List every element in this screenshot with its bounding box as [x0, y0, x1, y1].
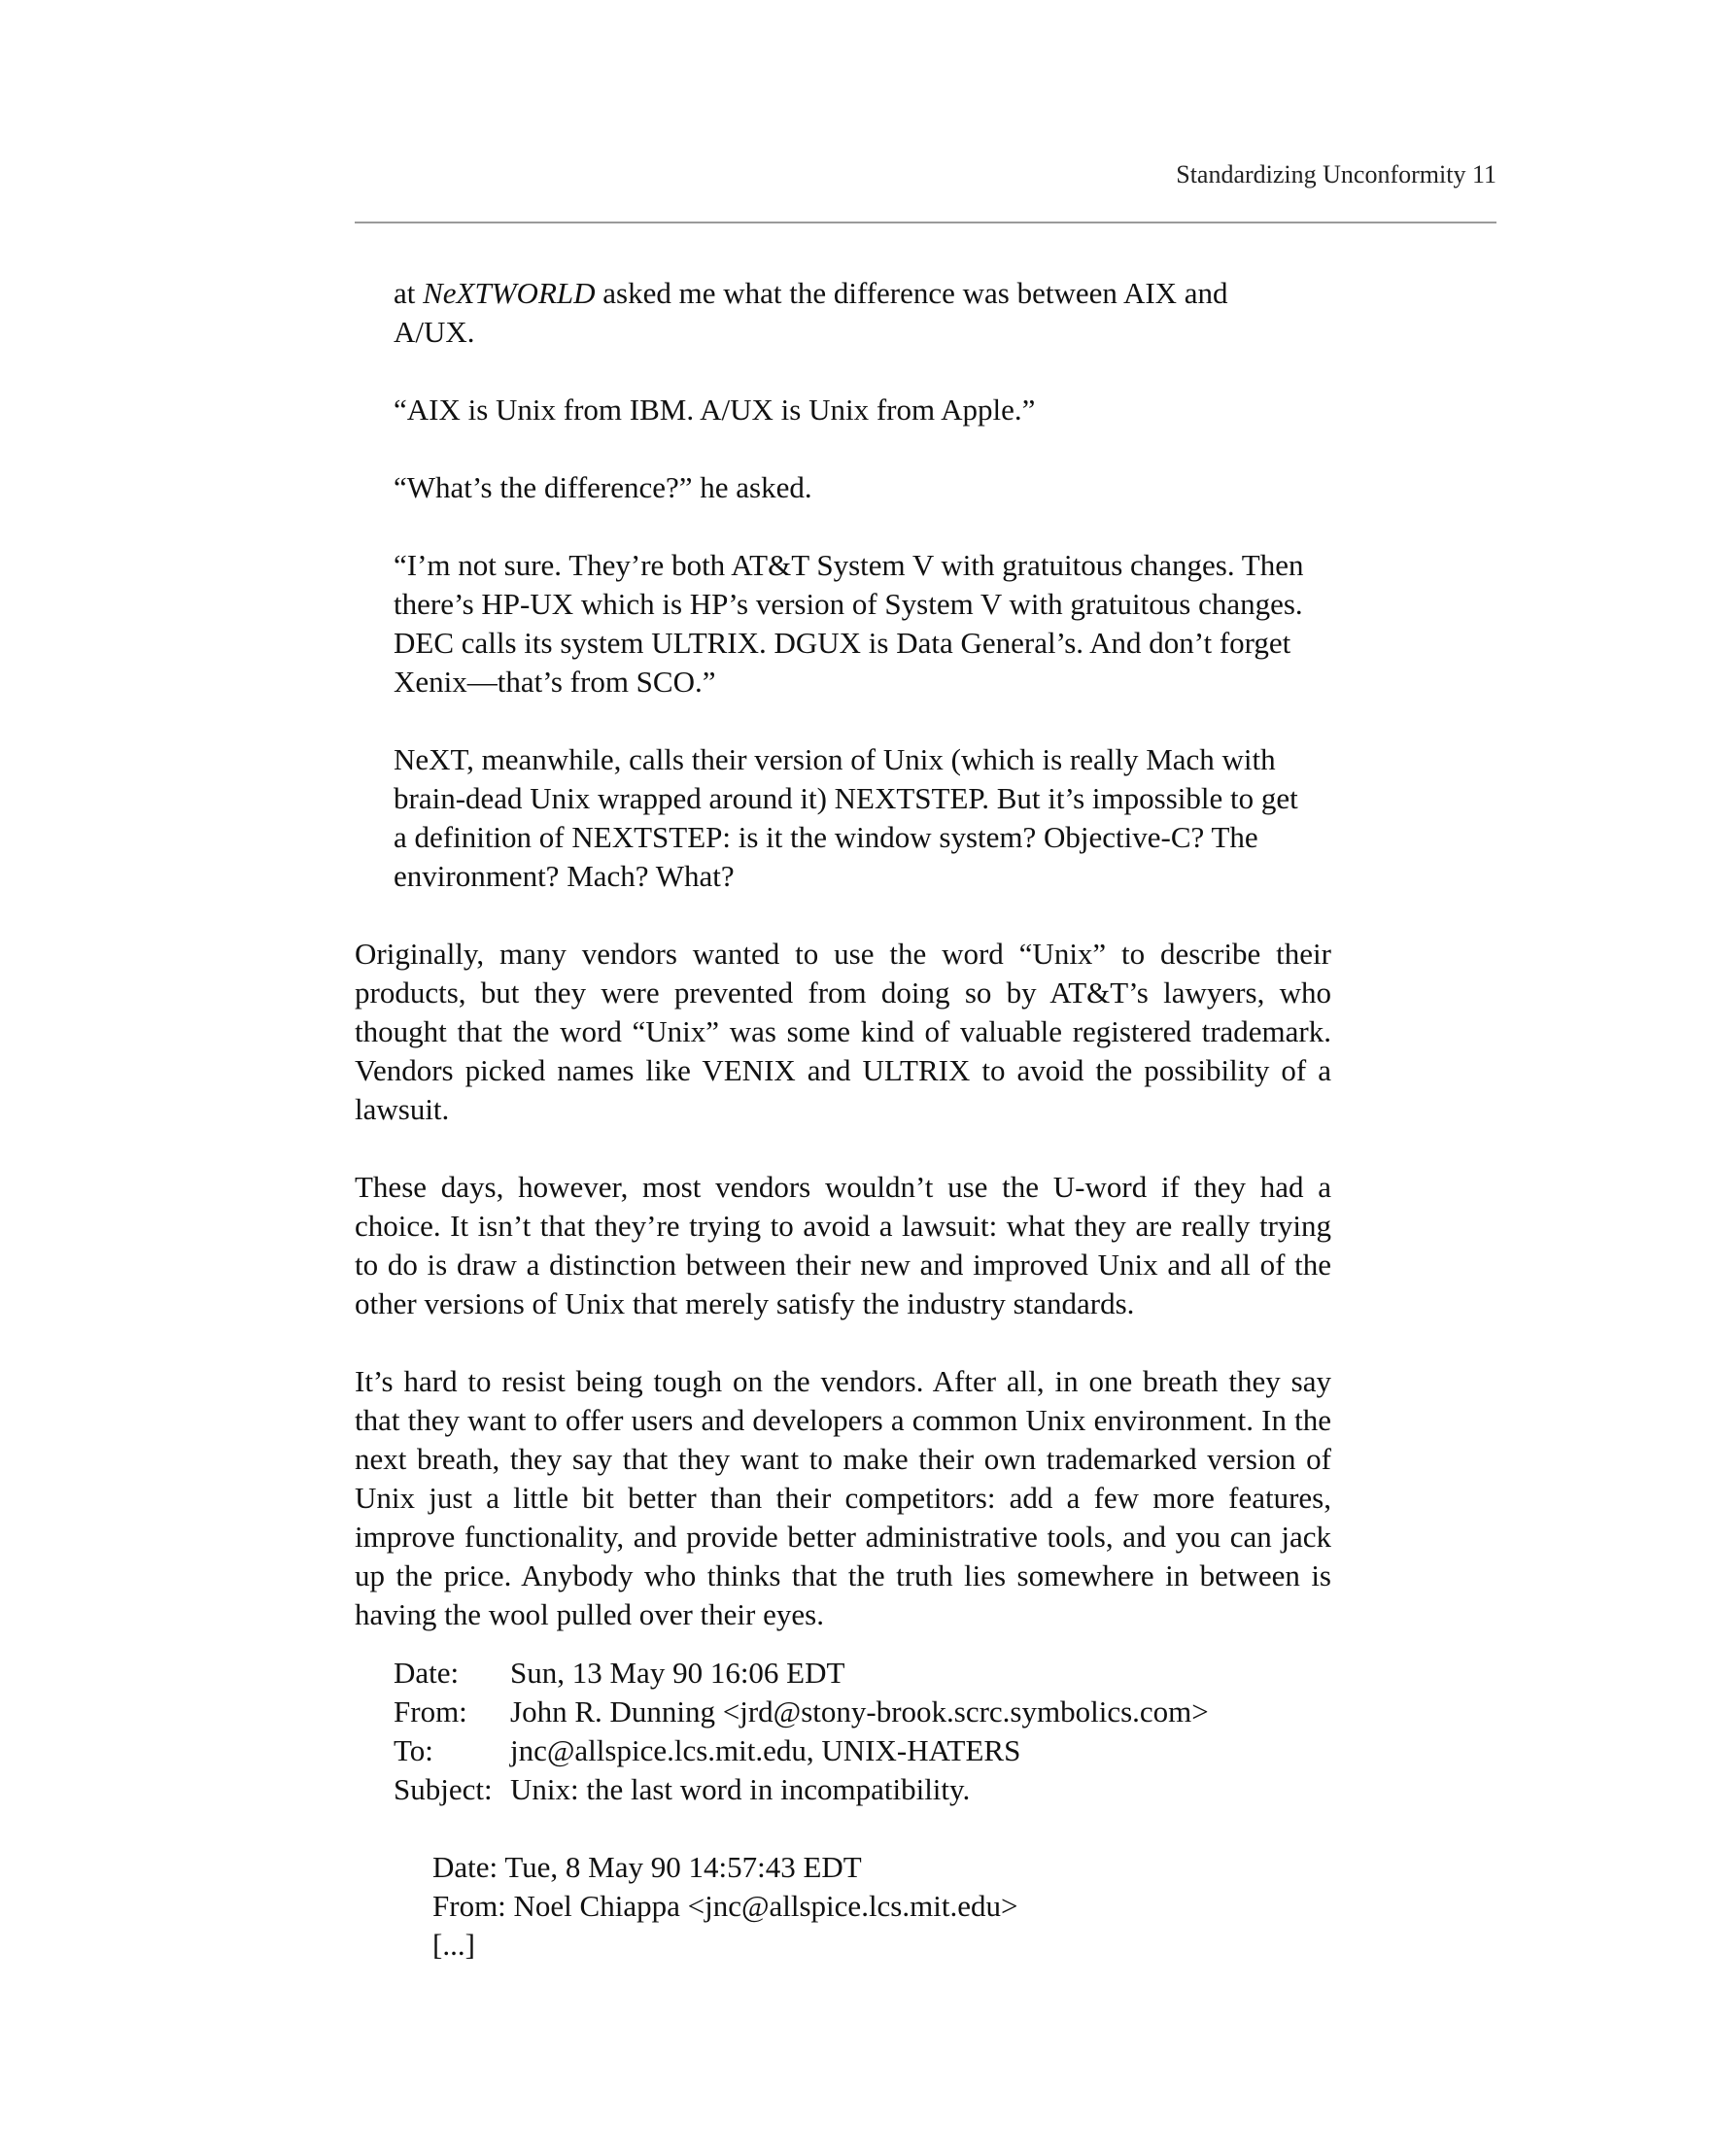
- page-content: [355, 274, 1341, 1965]
- block-quote: [394, 274, 1307, 896]
- quoted-email: [432, 1848, 1341, 1965]
- body-paragraph-2: These days, however, most vendors wouldn’t use the U-word if they had a choice. It isn’t that they’re trying to avoid a lawsuit: what they are really trying to do is draw a distinction between their new and improved Unix and all of the other versions of Unix that merely satisfy the industry standards.: [355, 1170, 1331, 1320]
- email-date-row: [394, 1654, 1326, 1693]
- email-from-label: From:: [394, 1694, 467, 1728]
- quoted-date: Date: Tue, 8 May 90 14:57:43 EDT: [432, 1850, 862, 1884]
- quote-paragraph-3: “What’s the difference?” he asked.: [394, 470, 812, 504]
- email-to-value: jnc@allspice.lcs.mit.edu, UNIX-HATERS: [510, 1733, 1021, 1767]
- quote-paragraph-1: [394, 274, 1307, 352]
- email-from-row: [394, 1693, 1326, 1731]
- email-subject-row: [394, 1770, 1326, 1809]
- body-paragraph-1: Originally, many vendors wanted to use the word “Unix” to describe their products, but they were prevented from doing so by AT&T’s lawyers, who thought that the word “Unix” was some kind of valuable registered trademark. Vendors picked names like VENIX and ULTRIX to avoid the possibility of a lawsuit.: [355, 937, 1331, 1126]
- quote-p1-prefix: at: [394, 276, 424, 310]
- email-date-value: Sun, 13 May 90 16:06 EDT: [510, 1656, 845, 1690]
- running-header: Standardizing Unconformity 11: [1176, 160, 1496, 188]
- body-paragraph-3: It’s hard to resist being tough on the vendors. After all, in one breath they say that they want to offer users and developers a common Unix environment. In the next breath, they say that they want to make their own trademarked version of Unix just a little bit better than their competitors: add a few more features, improve functionality, and provide better administrative tools, and you can jack up the price. Anybody who thinks that the truth lies somewhere in between is having the wool pulled over their eyes.: [355, 1364, 1331, 1631]
- quoted-from: From: Noel Chiappa <jnc@allspice.lcs.mit.edu>: [432, 1889, 1018, 1923]
- email-header: [394, 1654, 1326, 1809]
- email-to-row: [394, 1731, 1326, 1770]
- email-date-label: Date:: [394, 1656, 460, 1690]
- quoted-ellipsis: [...]: [432, 1928, 475, 1962]
- magazine-title: NeXTWORLD: [423, 276, 596, 310]
- quote-paragraph-4: “I’m not sure. They’re both AT&T System V with gratuitous changes. Then there’s HP-UX which is HP’s version of System V with gratuitous changes. DEC calls its system ULTRIX. DGUX is Data General’s. And don’t forget Xenix—that’s from SCO.”: [394, 548, 1304, 699]
- email-to-label: To:: [394, 1733, 433, 1767]
- email-subject-value: Unix: the last word in incompatibility.: [510, 1772, 971, 1806]
- quote-p1-rest: asked me what the difference was between AIX and A/UX.: [394, 276, 1228, 349]
- quote-paragraph-2: “AIX is Unix from IBM. A/UX is Unix from Apple.”: [394, 393, 1036, 427]
- quote-paragraph-5: NeXT, meanwhile, calls their version of Unix (which is really Mach with brain-dead Unix wrapped around it) NEXTSTEP. But it’s impossible to get a definition of NEXTSTEP: is it the window system? Objective-C? The environment? Mach? What?: [394, 742, 1298, 893]
- header-rule: [355, 222, 1496, 223]
- email-from-value: John R. Dunning <jrd@stony-brook.scrc.symbolics.com>: [510, 1694, 1209, 1728]
- email-subject-label: Subject:: [394, 1772, 493, 1806]
